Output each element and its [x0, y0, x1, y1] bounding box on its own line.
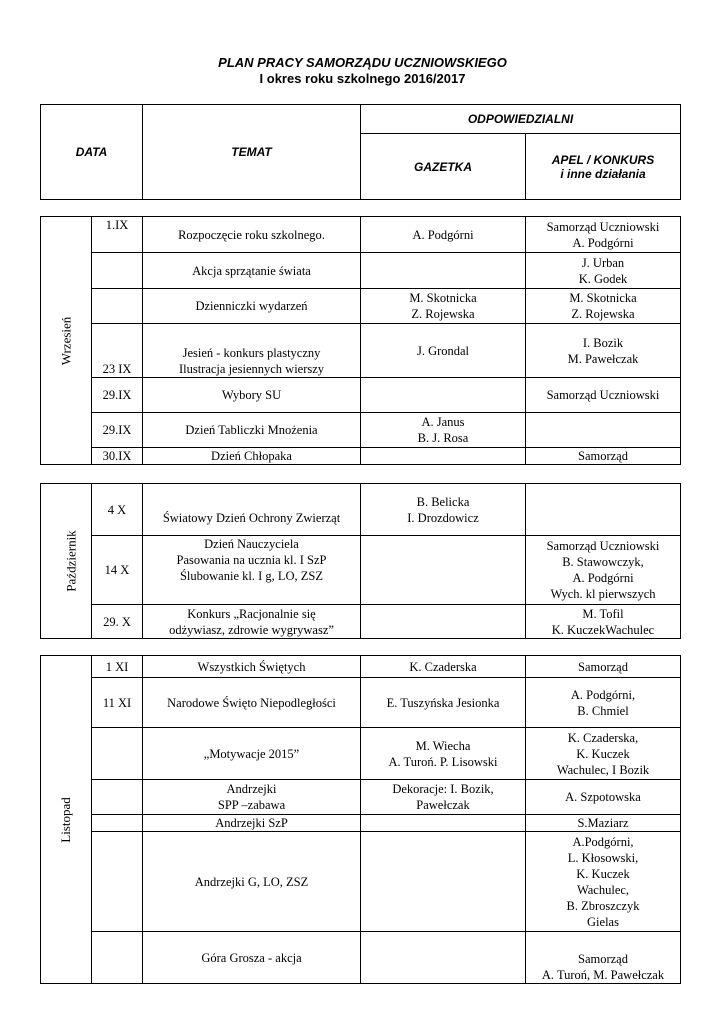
header-data: DATA: [41, 105, 143, 200]
cell-line: B. Belicka: [416, 494, 470, 509]
cell-line: Dzienniczki wydarzeń: [195, 299, 308, 313]
date-cell: 23 IX: [92, 324, 143, 378]
cell-line: Ilustracja jesiennych wierszy: [178, 362, 325, 376]
cell-line: Akcja sprzątanie świata: [192, 263, 311, 278]
apel-cell: [526, 448, 681, 465]
cell-line: SPP –zabawa: [217, 798, 286, 812]
temat-cell: [143, 815, 361, 832]
temat-cell: [143, 605, 361, 639]
month-cell-pazdziernik: [41, 484, 92, 639]
month-cell-wrzesien: [41, 217, 92, 465]
cell-line: M. Skotnicka: [569, 291, 637, 305]
cell-line: Wszystkich Świętych: [197, 659, 306, 674]
apel-cell: [526, 815, 681, 832]
cell-line: Samorząd: [578, 659, 628, 674]
cell-line: Wych. kl pierwszych: [550, 587, 656, 601]
apel-cell: [526, 832, 681, 932]
cell-line: A. Podgórni: [572, 571, 634, 585]
cell-line: Andrzejki: [226, 782, 277, 796]
date-cell: [92, 832, 143, 932]
cell-line: A. Szpotowska: [565, 790, 641, 804]
date-cell: [92, 728, 143, 780]
cell-line: A. Podgórni: [572, 235, 634, 250]
header-apel-line2: i inne działania: [560, 166, 646, 181]
date-cell: 29.IX: [92, 378, 143, 413]
gazetka-cell: [361, 253, 526, 289]
temat-cell: [143, 780, 361, 815]
gazetka-cell: [361, 605, 526, 639]
temat-cell: [143, 413, 361, 448]
temat-cell: [143, 832, 361, 932]
month-label-wrzesien: Wrzesień: [58, 316, 73, 365]
header-apel: [526, 134, 681, 200]
gazetka-cell: [361, 932, 526, 984]
temat-cell: [143, 484, 361, 536]
temat-cell: [143, 728, 361, 780]
document-subtitle: I okres roku szkolnego 2016/2017: [259, 71, 466, 86]
cell-line: Dzień Nauczyciela: [204, 537, 299, 551]
cell-line: A. Turoń, M. Pawełczak: [541, 968, 665, 982]
date-cell: 11 XI: [92, 678, 143, 728]
date-cell: 4 X: [92, 484, 143, 536]
apel-cell: [526, 289, 681, 324]
month-cell-listopad: [41, 656, 92, 984]
date-cell: 14 X: [92, 536, 143, 605]
cell-line: M. Skotnicka: [409, 291, 477, 305]
cell-line: A. Podgórni,: [570, 687, 636, 702]
gazetka-cell: [361, 728, 526, 780]
gazetka-cell: [361, 324, 526, 378]
cell-line: K. Kuczek: [576, 746, 630, 761]
month-label-pazdziernik: Październik: [63, 530, 79, 592]
cell-line: K. KuczekWachulec: [551, 622, 655, 637]
cell-line: B. Chmiel: [577, 703, 629, 718]
cell-line: B. Stawowczyk,: [562, 555, 644, 569]
november-table: [40, 655, 681, 984]
cell-line: K. Czaderska,: [567, 730, 639, 745]
cell-line: Światowy Dzień Ochrony Zwierząt: [162, 511, 341, 525]
apel-cell: [526, 324, 681, 378]
cell-line: Ślubowanie kl. I g, LO, ZSZ: [179, 569, 324, 583]
apel-cell: [526, 378, 681, 413]
apel-cell: [526, 413, 681, 448]
gazetka-cell: [361, 815, 526, 832]
gazetka-cell: [361, 536, 526, 605]
date-cell: 1 XI: [92, 656, 143, 678]
october-table: [40, 483, 681, 639]
gazetka-cell: [361, 832, 526, 932]
temat-cell: [143, 932, 361, 984]
cell-line: B. Zbroszczyk: [566, 898, 640, 913]
cell-line: Andrzejki SzP: [215, 816, 288, 830]
apel-cell: [526, 678, 681, 728]
cell-line: Samorząd Uczniowski: [546, 219, 660, 234]
header-odpowiedzialni: ODPOWIEDZIALNI: [361, 105, 681, 134]
cell-line: Z. Rojewska: [411, 307, 475, 321]
cell-line: M. Pawełczak: [567, 351, 639, 366]
apel-cell: [526, 253, 681, 289]
apel-cell: [526, 932, 681, 984]
cell-line: J. Urban: [581, 255, 625, 270]
cell-line: Dekoracje: I. Bozik,: [392, 782, 494, 796]
cell-line: Samorząd: [578, 952, 628, 966]
date-cell: 29.IX: [92, 413, 143, 448]
gazetka-cell: [361, 289, 526, 324]
temat-cell: [143, 253, 361, 289]
cell-line: Wachulec,: [576, 882, 630, 897]
cell-line: M. Wiecha: [415, 738, 471, 753]
september-table: [40, 216, 681, 465]
date-cell: [92, 780, 143, 815]
apel-cell: [526, 656, 681, 678]
cell-line: S.Maziarz: [577, 816, 629, 830]
cell-line: M. Tofil: [582, 606, 624, 621]
cell-line: Samorząd: [578, 449, 628, 463]
temat-cell: [143, 289, 361, 324]
apel-cell: [526, 605, 681, 639]
cell-line: Wybory SU: [221, 388, 282, 402]
cell-line: Pasowania na ucznia kl. I SzP: [176, 553, 327, 567]
cell-line: Dzień Tabliczki Mnożenia: [185, 423, 318, 437]
cell-line: Samorząd Uczniowski: [546, 539, 660, 553]
cell-line: E. Tuszyńska Jesionka: [386, 695, 500, 710]
gazetka-cell: [361, 678, 526, 728]
cell-line: K. Godek: [578, 271, 628, 286]
cell-line: Góra Grosza - akcja: [201, 950, 302, 965]
date-cell: [92, 253, 143, 289]
apel-cell: [526, 780, 681, 815]
date-cell: 30.IX: [92, 448, 143, 465]
cell-line: Pawełczak: [416, 798, 470, 812]
temat-cell: [143, 678, 361, 728]
cell-line: Z. Rojewska: [571, 307, 635, 321]
header-temat: TEMAT: [143, 105, 361, 200]
header-apel-line1: APEL / KONKURS: [551, 152, 655, 167]
cell-line: „Motywacje 2015”: [203, 746, 300, 761]
header-table: [40, 104, 681, 200]
cell-line: L. Kłosowski,: [567, 850, 639, 865]
date-cell: [92, 815, 143, 832]
cell-line: A. Janus: [421, 415, 465, 429]
gazetka-cell: [361, 656, 526, 678]
gazetka-cell: [361, 484, 526, 536]
cell-line: I. Drozdowicz: [407, 510, 479, 525]
date-cell: [92, 289, 143, 324]
cell-line: A. Podgórni: [412, 227, 474, 242]
header-gazetka: GAZETKA: [361, 134, 526, 200]
cell-line: Konkurs „Racjonalnie się: [187, 606, 316, 621]
document-title: PLAN PRACY SAMORZĄDU UCZNIOWSKIEGO: [218, 55, 507, 70]
apel-cell: [526, 217, 681, 253]
gazetka-cell: [361, 780, 526, 815]
cell-line: Wachulec, I Bozik: [556, 762, 650, 777]
cell-line: B. J. Rosa: [417, 431, 469, 445]
date-cell: 1.IX: [92, 217, 143, 253]
cell-line: Rozpoczęcie roku szkolnego.: [178, 227, 325, 242]
cell-line: A.Podgórni,: [572, 834, 634, 849]
temat-cell: [143, 448, 361, 465]
temat-cell: [143, 656, 361, 678]
apel-cell: [526, 536, 681, 605]
gazetka-cell: [361, 413, 526, 448]
gazetka-cell: [361, 217, 526, 253]
temat-cell: [143, 324, 361, 378]
cell-line: I. Bozik: [582, 335, 624, 350]
month-label-listopad: Listopad: [58, 796, 73, 843]
temat-cell: [143, 536, 361, 605]
date-cell: 29. X: [92, 605, 143, 639]
cell-line: odżywiasz, zdrowie wygrywasz”: [169, 622, 334, 637]
cell-line: Dzień Chłopaka: [211, 449, 292, 463]
cell-line: K. Kuczek: [576, 866, 630, 881]
cell-line: Andrzejki G, LO, ZSZ: [194, 874, 309, 889]
apel-cell: [526, 484, 681, 536]
apel-cell: [526, 728, 681, 780]
cell-line: A. Turoń. P. Lisowski: [388, 754, 498, 769]
date-cell: [92, 932, 143, 984]
cell-line: Narodowe Święto Niepodległości: [167, 695, 336, 710]
gazetka-cell: [361, 378, 526, 413]
cell-line: Jesień - konkurs plastyczny: [182, 346, 321, 360]
cell-line: Samorząd Uczniowski: [546, 388, 660, 402]
temat-cell: [143, 217, 361, 253]
temat-cell: [143, 378, 361, 413]
cell-line: Gielas: [587, 914, 619, 929]
gazetka-cell: [361, 448, 526, 465]
cell-line: K. Czaderska: [409, 659, 477, 674]
cell-line: J. Grondal: [416, 343, 470, 358]
